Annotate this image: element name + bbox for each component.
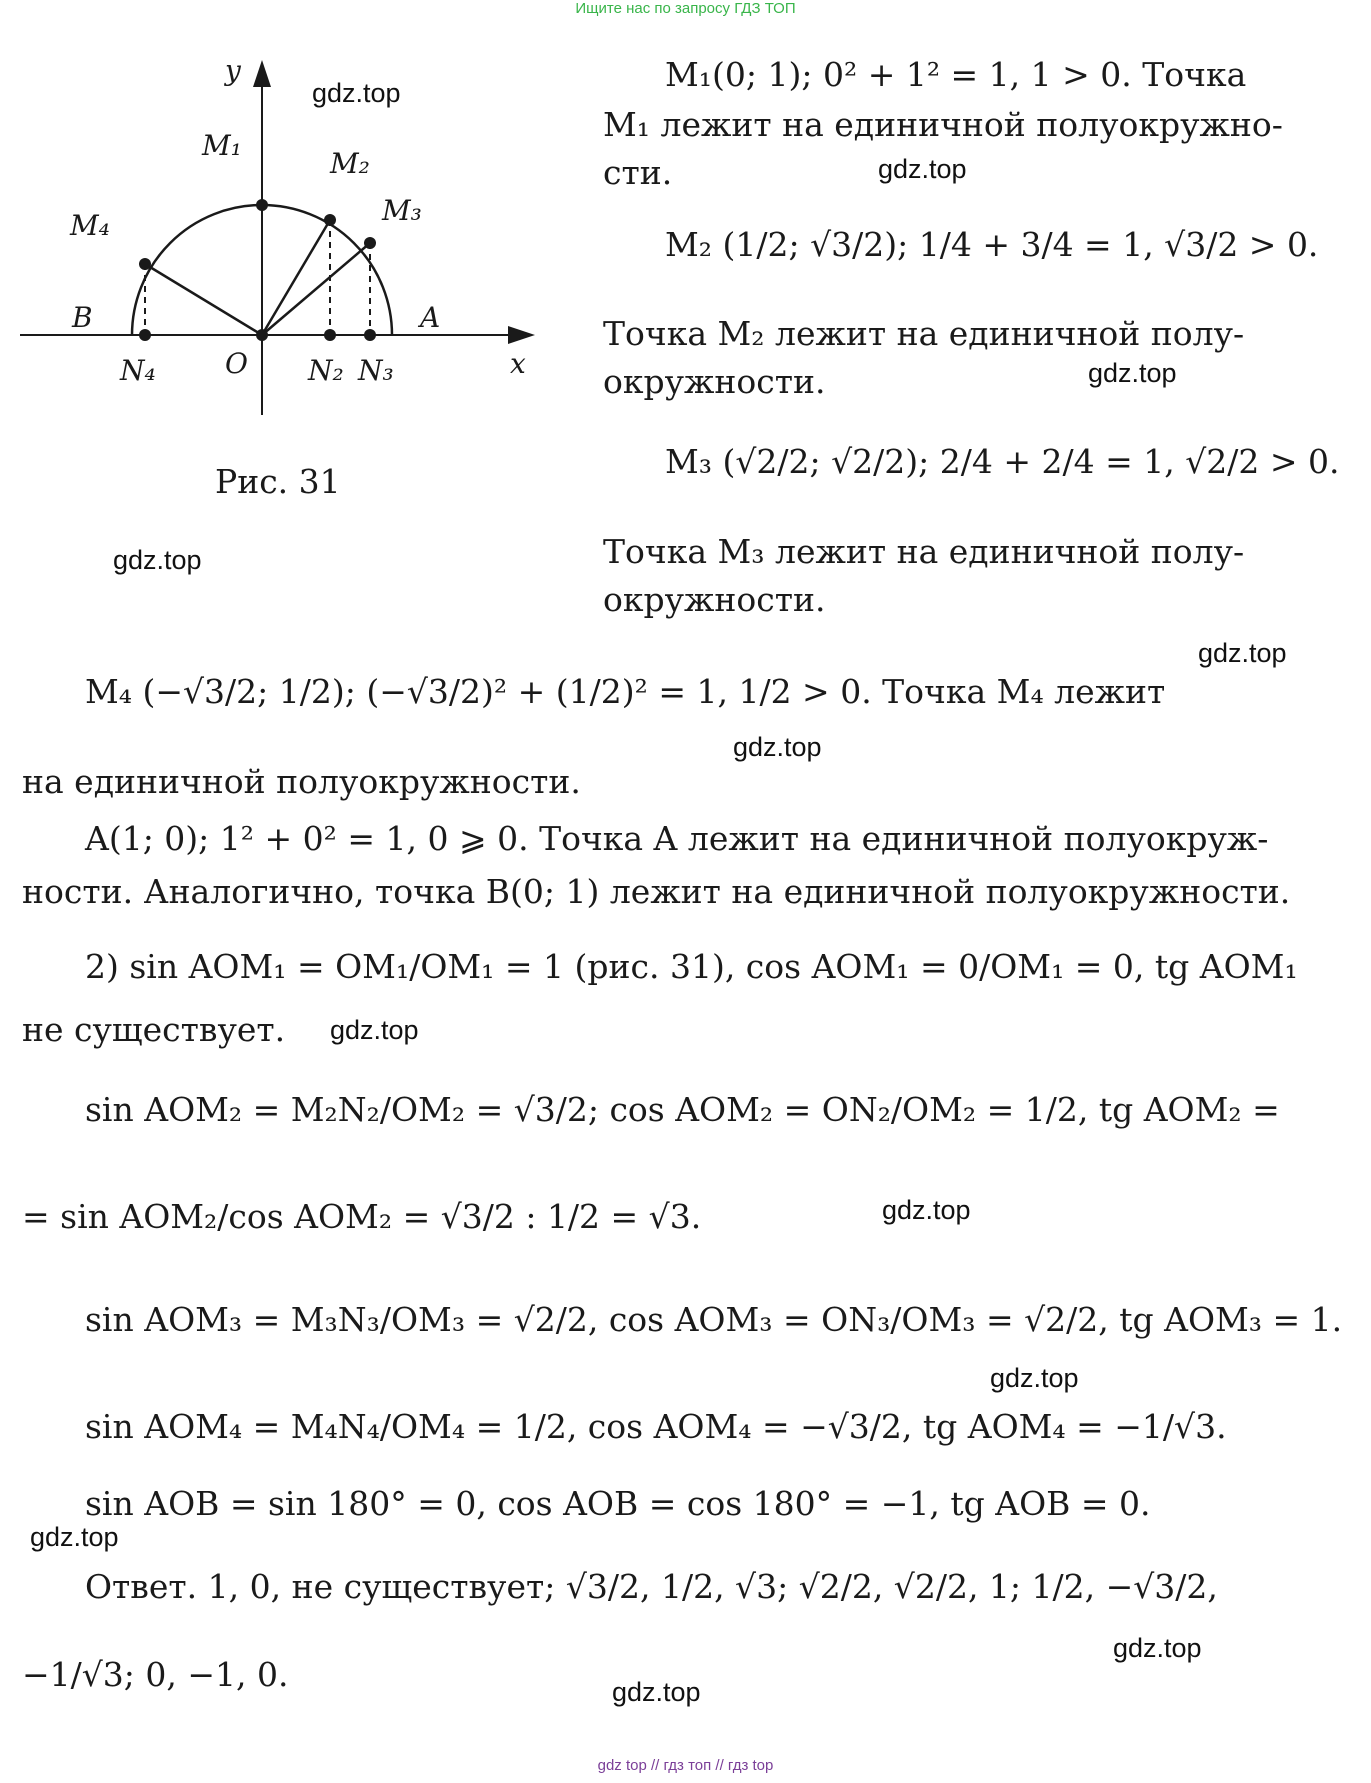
point-o — [256, 329, 268, 341]
watermark: gdz.top — [1088, 358, 1177, 388]
radius-om4 — [145, 264, 262, 335]
watermark: gdz.top — [990, 1363, 1079, 1393]
watermark: gdz.top — [30, 1522, 119, 1552]
watermark: gdz.top — [113, 545, 202, 575]
watermark: gdz.top — [330, 1015, 419, 1045]
label-m4: M₄ — [70, 209, 110, 242]
top-banner[interactable]: Ищите нас по запросу ГДЗ ТОП — [575, 0, 796, 17]
point-m3 — [364, 237, 376, 249]
watermark: gdz.top — [612, 1677, 701, 1707]
footer-links[interactable]: gdz top // гдз топ // гдз top — [597, 1757, 774, 1774]
x-axis-arrow — [508, 326, 535, 344]
radius-om2 — [262, 220, 330, 335]
text-m1-line3: сти. — [603, 153, 673, 192]
text-m3-trig: sin AOM₃ = M₃N₃/OM₃ = √2/2, cos AOM₃ = ON₃/OM₃ = √2/2, tg AOM₃ = 1. — [85, 1300, 1343, 1339]
watermark: gdz.top — [1113, 1633, 1202, 1663]
point-n3 — [364, 329, 376, 341]
watermark: gdz.top — [878, 154, 967, 184]
watermark: gdz.top — [733, 732, 822, 762]
text-m2-trig1: sin AOM₂ = M₂N₂/OM₂ = √3/2; cos AOM₂ = ON₂/OM₂ = 1/2, tg AOM₂ = — [85, 1090, 1280, 1129]
text-m2-line1: Точка M₂ лежит на единичной полу- — [603, 314, 1245, 353]
text-m4-line2: на единичной полуокружности. — [22, 762, 581, 801]
text-m1-line1: M₁(0; 1); 0² + 1² = 1, 1 > 0. Точка — [665, 55, 1247, 94]
point-m2 — [324, 214, 336, 226]
text-m4-formula: M₄ (−√3/2; 1/2); (−√3/2)² + (1/2)² = 1, 1/2 > 0. Точка M₄ лежит — [85, 672, 1166, 711]
watermark: gdz.top — [882, 1195, 971, 1225]
text-m2-formula: M₂ (1/2; √3/2); 1/4 + 3/4 = 1, √3/2 > 0. — [665, 225, 1319, 264]
text-m3-line2: окружности. — [603, 580, 826, 619]
point-n2 — [324, 329, 336, 341]
unit-semicircle-figure — [20, 55, 540, 435]
text-answer1: Ответ. 1, 0, не существует; √3/2, 1/2, √3; √2/2, √2/2, 1; 1/2, −√3/2, — [85, 1567, 1218, 1606]
text-a-line1: A(1; 0); 1² + 0² = 1, 0 ⩾ 0. Точка A лежит на единичной полуокруж- — [85, 819, 1269, 858]
text-answer2: −1/√3; 0, −1, 0. — [22, 1655, 289, 1694]
label-n3: N₃ — [358, 354, 394, 387]
label-a: A — [420, 301, 441, 334]
label-b: B — [72, 301, 93, 334]
point-m1 — [256, 199, 268, 211]
point-n4 — [139, 329, 151, 341]
text-m2-line2: окружности. — [603, 362, 826, 401]
label-m2: M₂ — [330, 147, 370, 180]
label-y: y — [225, 55, 241, 87]
text-m1-line2: M₁ лежит на единичной полуокружно- — [603, 105, 1283, 144]
text-a-line2: ности. Аналогично, точка B(0; 1) лежит на единичной полуокружности. — [22, 872, 1291, 911]
text-m3-line1: Точка M₃ лежит на единичной полу- — [603, 532, 1245, 571]
figure-caption: Рис. 31 — [215, 462, 341, 501]
label-m1: M₁ — [202, 129, 242, 162]
text-aob-trig: sin AOB = sin 180° = 0, cos AOB = cos 180° = −1, tg AOB = 0. — [85, 1484, 1151, 1523]
text-m4-trig: sin AOM₄ = M₄N₄/OM₄ = 1/2, cos AOM₄ = −√3/2, tg AOM₄ = −1/√3. — [85, 1407, 1227, 1446]
label-x: x — [510, 347, 526, 380]
point-m4 — [139, 258, 151, 270]
label-n4: N₄ — [120, 354, 156, 387]
text-s2-line1: 2) sin AOM₁ = OM₁/OM₁ = 1 (рис. 31), cos AOM₁ = 0/OM₁ = 0, tg AOM₁ — [85, 947, 1298, 986]
label-n2: N₂ — [308, 354, 344, 387]
text-m3-formula: M₃ (√2/2; √2/2); 2/4 + 2/4 = 1, √2/2 > 0. — [665, 442, 1340, 481]
radius-om3 — [262, 243, 370, 335]
text-m2-trig2: = sin AOM₂/cos AOM₂ = √3/2 : 1/2 = √3. — [22, 1197, 702, 1236]
watermark: gdz.top — [1198, 638, 1287, 668]
watermark: gdz.top — [312, 78, 401, 108]
label-o: O — [225, 347, 248, 380]
label-m3: M₃ — [382, 194, 422, 227]
text-s2-line2: не существует. — [22, 1010, 286, 1049]
y-axis-arrow — [253, 60, 271, 87]
